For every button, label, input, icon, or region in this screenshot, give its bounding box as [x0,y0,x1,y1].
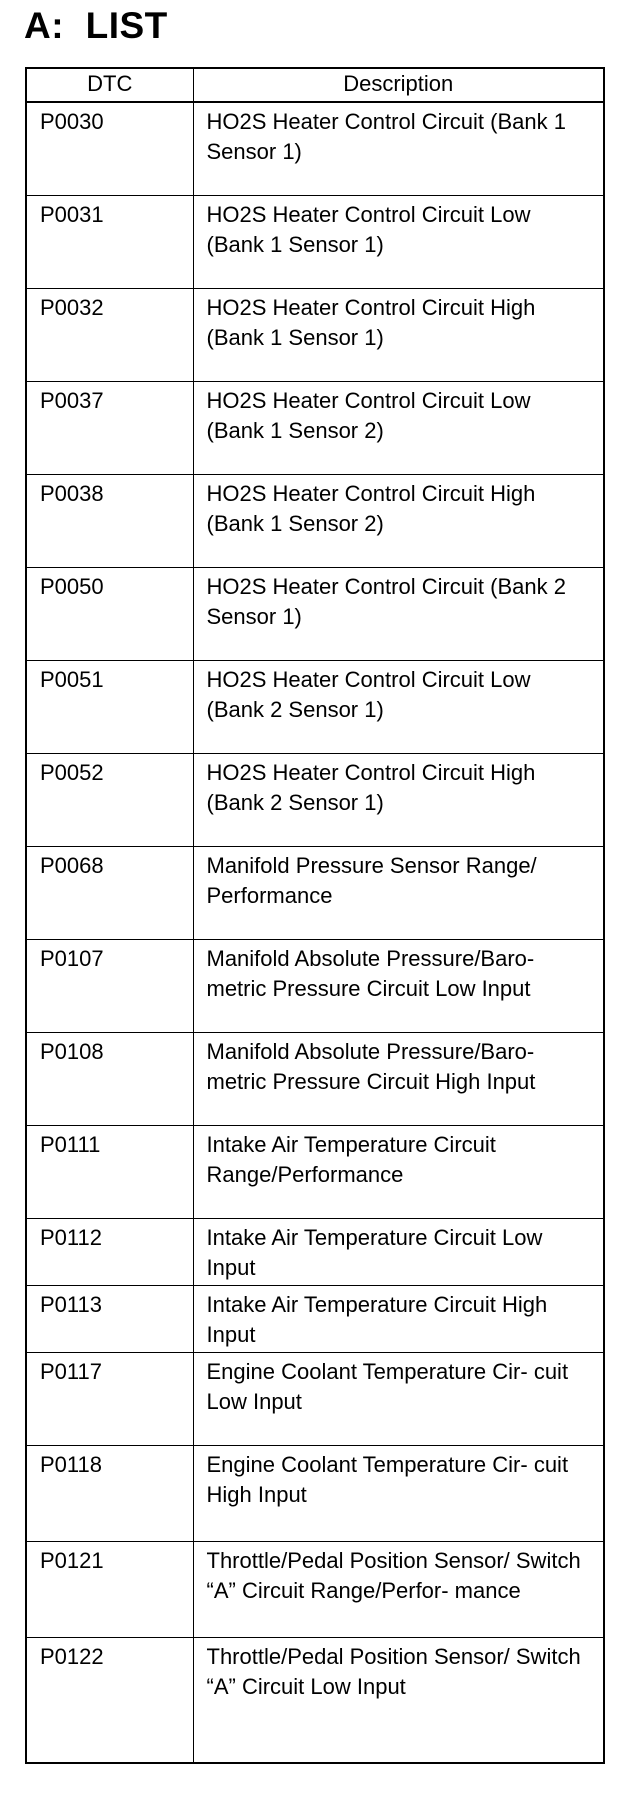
dtc-description: Engine Coolant Temperature Cir- cuit High Input [193,1445,604,1541]
table-row [26,1032,604,1125]
dtc-description: Intake Air Temperature Circuit High Input [193,1285,604,1352]
dtc-code: P0052 [26,753,193,846]
dtc-code: P0112 [26,1218,193,1285]
dtc-code: P0037 [26,381,193,474]
dtc-code: P0050 [26,567,193,660]
dtc-code: P0113 [26,1285,193,1352]
table-row [26,195,604,288]
dtc-description: Engine Coolant Temperature Cir- cuit Low Input [193,1352,604,1445]
dtc-code: P0051 [26,660,193,753]
dtc-table [25,67,605,1764]
table-row [26,753,604,846]
dtc-code: P0031 [26,195,193,288]
dtc-description: Manifold Pressure Sensor Range/ Performance [193,846,604,939]
dtc-description: HO2S Heater Control Circuit (Bank 1 Sensor 1) [193,102,604,195]
dtc-code: P0122 [26,1637,193,1763]
table-row [26,939,604,1032]
dtc-description: HO2S Heater Control Circuit Low (Bank 1 Sensor 2) [193,381,604,474]
table-row [26,1352,604,1445]
dtc-description: Manifold Absolute Pressure/Baro- metric Pressure Circuit High Input [193,1032,604,1125]
dtc-description: HO2S Heater Control Circuit (Bank 2 Sensor 1) [193,567,604,660]
dtc-code: P0117 [26,1352,193,1445]
table-row [26,567,604,660]
section-title: A: LIST [24,5,168,46]
table-row [26,660,604,753]
table-row [26,1445,604,1541]
header-description: Description [193,68,604,102]
dtc-description: HO2S Heater Control Circuit Low (Bank 1 Sensor 1) [193,195,604,288]
dtc-code: P0107 [26,939,193,1032]
table-row [26,1125,604,1218]
table-row [26,1637,604,1763]
table-row [26,846,604,939]
dtc-description: Intake Air Temperature Circuit Range/Performance [193,1125,604,1218]
dtc-description: Manifold Absolute Pressure/Baro- metric Pressure Circuit Low Input [193,939,604,1032]
table-row [26,102,604,195]
dtc-description: Intake Air Temperature Circuit Low Input [193,1218,604,1285]
table-row [26,288,604,381]
table-header-row [26,68,604,102]
dtc-description: HO2S Heater Control Circuit Low (Bank 2 Sensor 1) [193,660,604,753]
dtc-code: P0118 [26,1445,193,1541]
dtc-code: P0038 [26,474,193,567]
dtc-description: HO2S Heater Control Circuit High (Bank 1 Sensor 1) [193,288,604,381]
dtc-description: Throttle/Pedal Position Sensor/ Switch “A” Circuit Range/Perfor- mance [193,1541,604,1637]
dtc-code: P0121 [26,1541,193,1637]
table-row [26,474,604,567]
dtc-description: Throttle/Pedal Position Sensor/ Switch “A” Circuit Low Input [193,1637,604,1763]
table-row [26,1218,604,1285]
dtc-description: HO2S Heater Control Circuit High (Bank 2 Sensor 1) [193,753,604,846]
dtc-description: HO2S Heater Control Circuit High (Bank 1 Sensor 2) [193,474,604,567]
header-dtc: DTC [26,68,193,102]
table-row [26,381,604,474]
table-row [26,1285,604,1352]
dtc-code: P0032 [26,288,193,381]
dtc-code: P0068 [26,846,193,939]
dtc-code: P0030 [26,102,193,195]
dtc-code: P0111 [26,1125,193,1218]
dtc-code: P0108 [26,1032,193,1125]
table-row [26,1541,604,1637]
